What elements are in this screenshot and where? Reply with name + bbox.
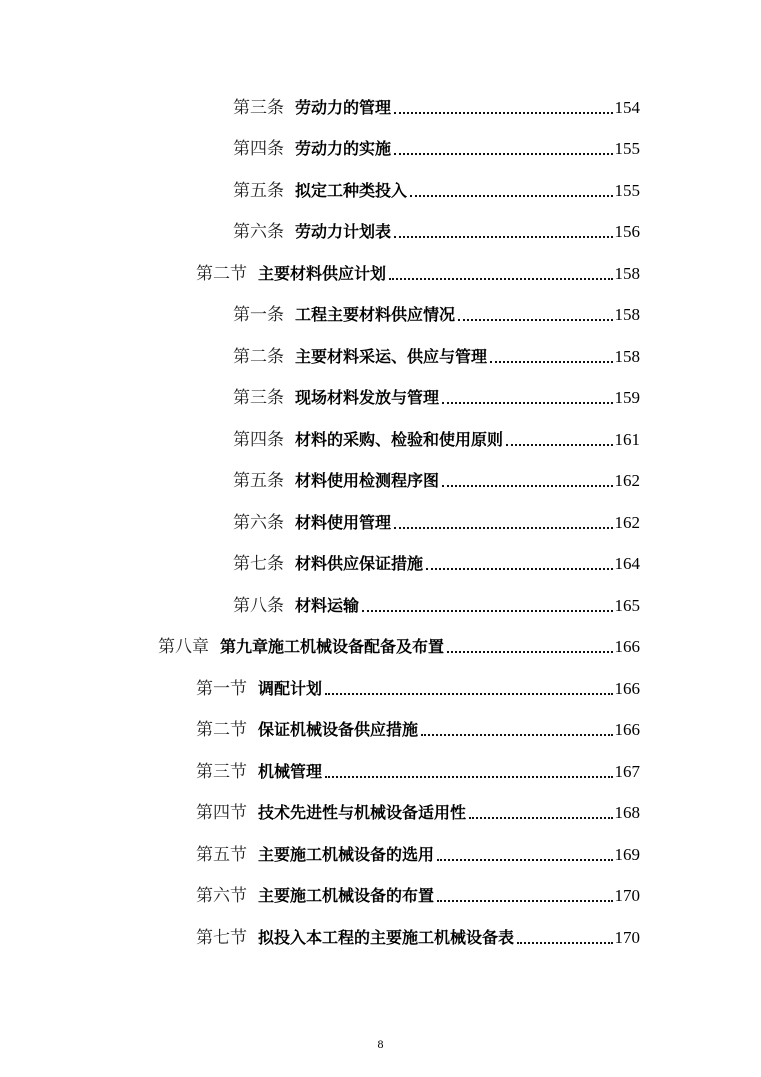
dot-leader bbox=[426, 568, 612, 570]
toc-entry[interactable] bbox=[233, 549, 640, 575]
entry-title: 劳动力计划表 bbox=[295, 222, 392, 241]
entry-title: 材料使用检测程序图 bbox=[295, 471, 440, 490]
entry-title: 调配计划 bbox=[258, 679, 323, 698]
entry-page-number: 159 bbox=[614, 388, 640, 407]
entry-page-number: 162 bbox=[614, 471, 640, 490]
page-number: 8 bbox=[377, 1037, 384, 1051]
entry-page-number: 170 bbox=[614, 928, 640, 947]
entry-page-number: 158 bbox=[614, 264, 640, 283]
dot-leader bbox=[447, 651, 612, 653]
toc-entry[interactable] bbox=[196, 923, 640, 949]
toc-entry[interactable] bbox=[233, 508, 640, 534]
entry-number: 第六条 bbox=[233, 222, 284, 242]
entry-page-number: 156 bbox=[614, 222, 640, 241]
entry-page-number: 165 bbox=[614, 596, 640, 615]
dot-leader bbox=[394, 153, 612, 155]
entry-page-number: 166 bbox=[614, 679, 640, 698]
entry-number: 第二节 bbox=[196, 720, 247, 740]
entry-number: 第五条 bbox=[233, 471, 284, 491]
dot-leader bbox=[490, 361, 612, 363]
entry-number: 第五节 bbox=[196, 845, 247, 865]
dot-leader bbox=[389, 278, 612, 280]
dot-leader bbox=[421, 734, 612, 736]
dot-leader bbox=[362, 610, 612, 612]
dot-leader bbox=[506, 444, 612, 446]
entry-number: 第二条 bbox=[233, 347, 284, 367]
entry-title: 现场材料发放与管理 bbox=[295, 388, 440, 407]
entry-page-number: 162 bbox=[614, 513, 640, 532]
dot-leader bbox=[458, 319, 612, 321]
toc-entry[interactable] bbox=[233, 425, 640, 451]
entry-page-number: 167 bbox=[614, 762, 640, 781]
dot-leader bbox=[517, 942, 612, 944]
entry-page-number: 168 bbox=[614, 803, 640, 822]
toc-entry[interactable] bbox=[196, 881, 640, 907]
entry-page-number: 158 bbox=[614, 305, 640, 324]
entry-number: 第二节 bbox=[196, 264, 247, 284]
entry-number: 第一条 bbox=[233, 305, 284, 325]
entry-page-number: 161 bbox=[614, 430, 640, 449]
dot-leader bbox=[394, 236, 612, 238]
entry-title: 拟投入本工程的主要施工机械设备表 bbox=[258, 928, 515, 947]
toc-entry[interactable] bbox=[196, 757, 640, 783]
dot-leader bbox=[394, 527, 612, 529]
dot-leader bbox=[410, 195, 612, 197]
entry-title: 技术先进性与机械设备适用性 bbox=[258, 803, 467, 822]
toc-entry[interactable] bbox=[158, 632, 640, 658]
entry-number: 第一节 bbox=[196, 679, 247, 699]
entry-number: 第四条 bbox=[233, 430, 284, 450]
entry-number: 第三条 bbox=[233, 98, 284, 118]
entry-title: 机械管理 bbox=[258, 762, 323, 781]
entry-title: 材料使用管理 bbox=[295, 513, 392, 532]
toc-entry[interactable] bbox=[196, 798, 640, 824]
toc-entry[interactable] bbox=[233, 93, 640, 119]
entry-title: 拟定工种类投入 bbox=[295, 181, 408, 200]
entry-page-number: 154 bbox=[614, 98, 640, 117]
dot-leader bbox=[394, 112, 612, 114]
entry-number: 第五条 bbox=[233, 181, 284, 201]
entry-title: 主要材料采运、供应与管理 bbox=[295, 347, 488, 366]
entry-page-number: 155 bbox=[614, 181, 640, 200]
entry-title: 材料运输 bbox=[295, 596, 360, 615]
entry-number: 第三条 bbox=[233, 388, 284, 408]
entry-number: 第八条 bbox=[233, 596, 284, 616]
toc-entry[interactable] bbox=[233, 383, 640, 409]
entry-title: 第九章施工机械设备配备及布置 bbox=[220, 637, 445, 656]
entry-title: 主要材料供应计划 bbox=[258, 264, 387, 283]
entry-page-number: 166 bbox=[614, 637, 640, 656]
entry-number: 第四条 bbox=[233, 139, 284, 159]
entry-page-number: 164 bbox=[614, 554, 640, 573]
toc-entry[interactable] bbox=[233, 217, 640, 243]
entry-page-number: 169 bbox=[614, 845, 640, 864]
toc-entry[interactable] bbox=[233, 176, 640, 202]
entry-title: 保证机械设备供应措施 bbox=[258, 720, 419, 739]
toc-entry[interactable] bbox=[196, 715, 640, 741]
entry-number: 第四节 bbox=[196, 803, 247, 823]
dot-leader bbox=[437, 900, 612, 902]
entry-number: 第六节 bbox=[196, 886, 247, 906]
entry-title: 主要施工机械设备的选用 bbox=[258, 845, 435, 864]
entry-number: 第七节 bbox=[196, 928, 247, 948]
entry-page-number: 170 bbox=[614, 886, 640, 905]
entry-title: 主要施工机械设备的布置 bbox=[258, 886, 435, 905]
toc-entry[interactable] bbox=[196, 259, 640, 285]
toc-entry[interactable] bbox=[196, 840, 640, 866]
entry-page-number: 158 bbox=[614, 347, 640, 366]
toc-entry[interactable] bbox=[233, 134, 640, 160]
toc-entry[interactable] bbox=[233, 300, 640, 326]
toc-entry[interactable] bbox=[233, 342, 640, 368]
entry-page-number: 155 bbox=[614, 139, 640, 158]
toc-entry[interactable] bbox=[233, 591, 640, 617]
toc-entry[interactable] bbox=[196, 674, 640, 700]
entry-title: 劳动力的实施 bbox=[295, 139, 392, 158]
entry-title: 材料的采购、检验和使用原则 bbox=[295, 430, 504, 449]
dot-leader bbox=[442, 402, 612, 404]
entry-number: 第三节 bbox=[196, 762, 247, 782]
dot-leader bbox=[469, 817, 612, 819]
dot-leader bbox=[437, 859, 612, 861]
entry-number: 第八章 bbox=[158, 637, 209, 657]
entry-page-number: 166 bbox=[614, 720, 640, 739]
entry-title: 工程主要材料供应情况 bbox=[295, 305, 456, 324]
dot-leader bbox=[325, 776, 612, 778]
dot-leader bbox=[442, 485, 612, 487]
entry-title: 劳动力的管理 bbox=[295, 98, 392, 117]
entry-number: 第七条 bbox=[233, 554, 284, 574]
entry-title: 材料供应保证措施 bbox=[295, 554, 424, 573]
toc-entry[interactable] bbox=[233, 466, 640, 492]
entry-number: 第六条 bbox=[233, 513, 284, 533]
dot-leader bbox=[325, 693, 612, 695]
